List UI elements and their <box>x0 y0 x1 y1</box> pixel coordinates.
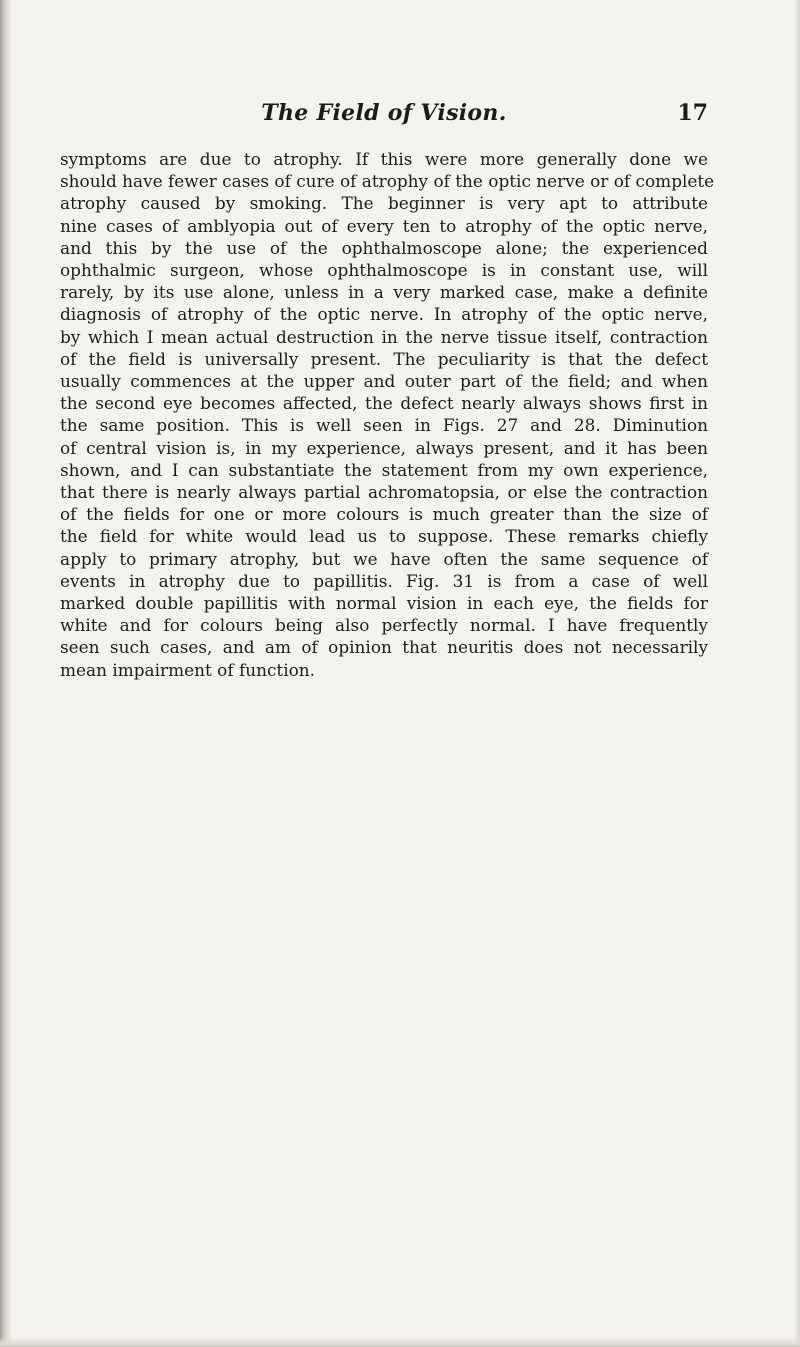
text-line: symptoms are due to atrophy. If this were more generally done we <box>60 149 708 169</box>
page-number: 17 <box>677 100 708 126</box>
text-line-last: mean impairment of function. <box>60 659 316 680</box>
text-line: marked double papillitis with normal vision in each eye, the fields for <box>60 593 708 614</box>
text-line: that there is nearly always partial achromatopsia, or else the contraction <box>60 482 708 503</box>
text-line: ophthalmic surgeon, whose ophthalmoscope is in constant use, will <box>60 260 708 281</box>
body-paragraph <box>60 148 715 681</box>
text-line: of the fields for one or more colours is much greater than the size of <box>60 504 708 525</box>
page-right-edge <box>794 0 800 1347</box>
text-line: atrophy caused by smoking. The beginner is very apt to attribute <box>60 193 708 214</box>
text-line: apply to primary atrophy, but we have often the same sequence of <box>60 548 708 569</box>
running-head <box>60 100 708 134</box>
text-line: the same position. This is well seen in Figs. 27 and 28. Diminution <box>60 415 708 436</box>
text-line: by which I mean actual destruction in the nerve tissue itself, contraction <box>60 326 708 347</box>
text-line: events in atrophy due to papillitis. Fig. 31 is from a case of well <box>60 570 708 591</box>
running-title: The Field of Vision. <box>261 100 507 126</box>
text-line: diagnosis of atrophy of the optic nerve. In atrophy of the optic nerve, <box>60 304 708 325</box>
text-line: usually commences at the upper and outer part of the field; and when <box>60 371 708 392</box>
text-line: shown, and I can substantiate the statement from my own experience, <box>60 459 708 480</box>
text-line: of the field is universally present. The peculiarity is that the defect <box>60 348 708 369</box>
text-line: of central vision is, in my experience, always present, and it has been <box>60 437 708 458</box>
text-line: white and for colours being also perfectly normal. I have frequently <box>60 615 708 636</box>
binding-edge <box>0 0 12 1347</box>
text-line: should have fewer cases of cure of atrophy of the optic nerve or of complete <box>60 171 715 192</box>
text-line: the second eye becomes affected, the defect nearly always shows first in <box>60 393 708 414</box>
text-line: the field for white would lead us to suppose. These remarks chiefly <box>60 526 708 547</box>
text-line: seen such cases, and am of opinion that neuritis does not necessarily <box>60 637 708 658</box>
text-line: nine cases of amblyopia out of every ten to atrophy of the optic nerve, <box>60 215 708 236</box>
page-bottom-edge <box>0 1337 800 1347</box>
text-line: rarely, by its use alone, unless in a very marked case, make a definite <box>60 282 708 303</box>
text-line: and this by the use of the ophthalmoscope alone; the experienced <box>60 237 708 258</box>
